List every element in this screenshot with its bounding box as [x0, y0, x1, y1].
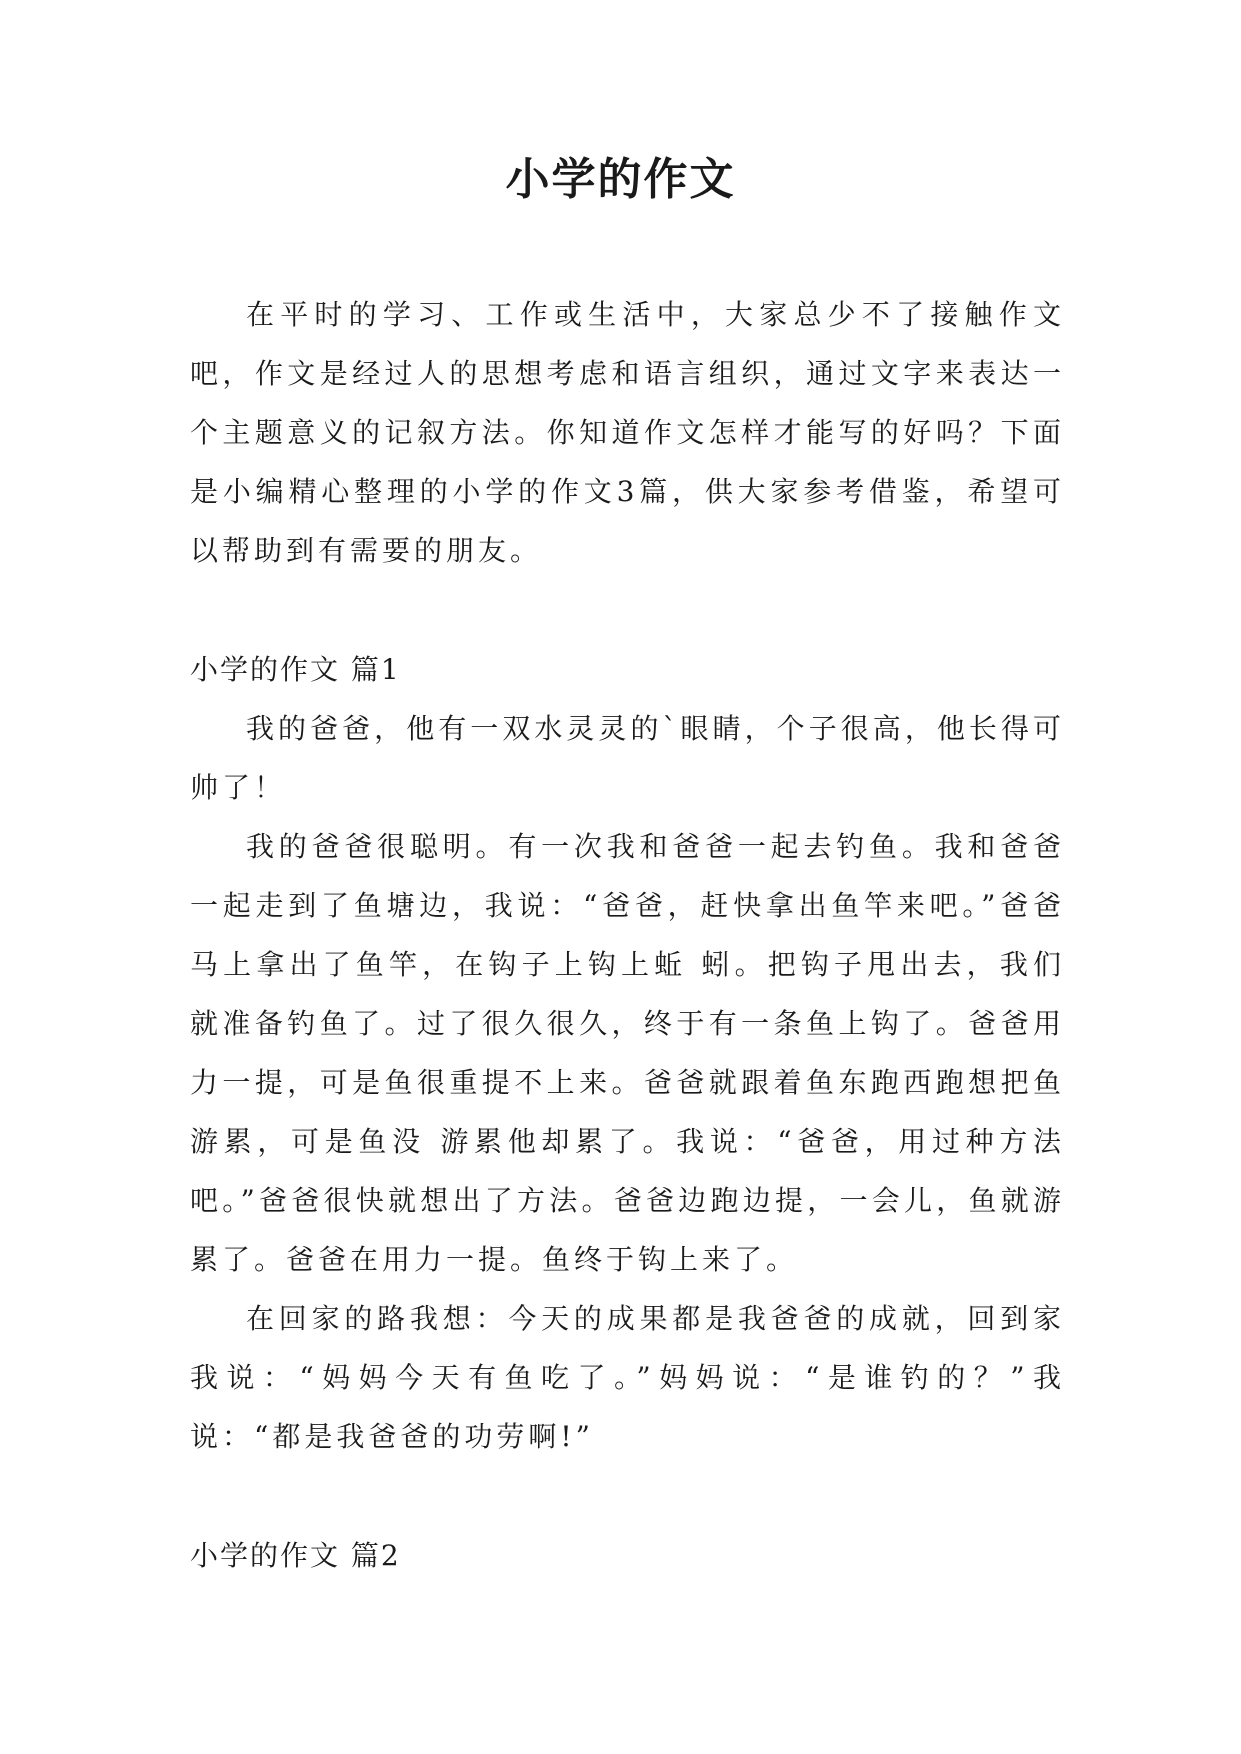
- section-2: [190, 1526, 1065, 1585]
- document-body: [190, 285, 1065, 1585]
- section-heading: 小学的作文 篇1: [190, 653, 401, 686]
- section-heading: 小学的作文 篇2: [190, 1539, 401, 1572]
- body-paragraph: 我的爸爸很聪明。有一次我和爸爸一起去钓鱼。我和爸爸一起走到了鱼塘边，我说：“爸爸，赶快拿出鱼竿来吧。”爸爸马上拿出了鱼竿，在钩子上钩上蚯 蚓。把钩子甩出去，我们就准备钓鱼了。过了很久很久，终于有一条鱼上钩了。爸爸用力一提，可是鱼很重提不上来。爸爸就跟着鱼东跑西跑想把鱼游累，可是鱼没 游累他却累了。我说：“爸爸，用过种方法吧。”爸爸很快就想出了方法。爸爸边跑边提，一会儿，鱼就游累了。爸爸在用力一提。鱼终于钩上来了。: [190, 830, 1065, 1276]
- body-paragraph: 在回家的路我想：今天的成果都是我爸爸的成就，回到家我说：“妈妈今天有鱼吃了。”妈妈说：“是谁钓的？”我说：“都是我爸爸的功劳啊!”: [190, 1302, 1065, 1453]
- document-title: 小学的作文: [505, 154, 736, 205]
- body-paragraph: 我的爸爸，他有一双水灵灵的`眼睛，个子很高，他长得可帅了！: [190, 712, 1065, 804]
- intro-paragraph: 在平时的学习、工作或生活中，大家总少不了接触作文吧，作文是经过人的思想考虑和语言组织，通过文字来表达一个主题意义的记叙方法。你知道作文怎样才能写的好吗？下面是小编精心整理的小学的作文3篇，供大家参考借鉴，希望可以帮助到有需要的朋友。: [190, 298, 1065, 567]
- section-spacer: [190, 580, 1065, 640]
- section-1: [190, 640, 1065, 1466]
- section-spacer: [190, 1466, 1065, 1526]
